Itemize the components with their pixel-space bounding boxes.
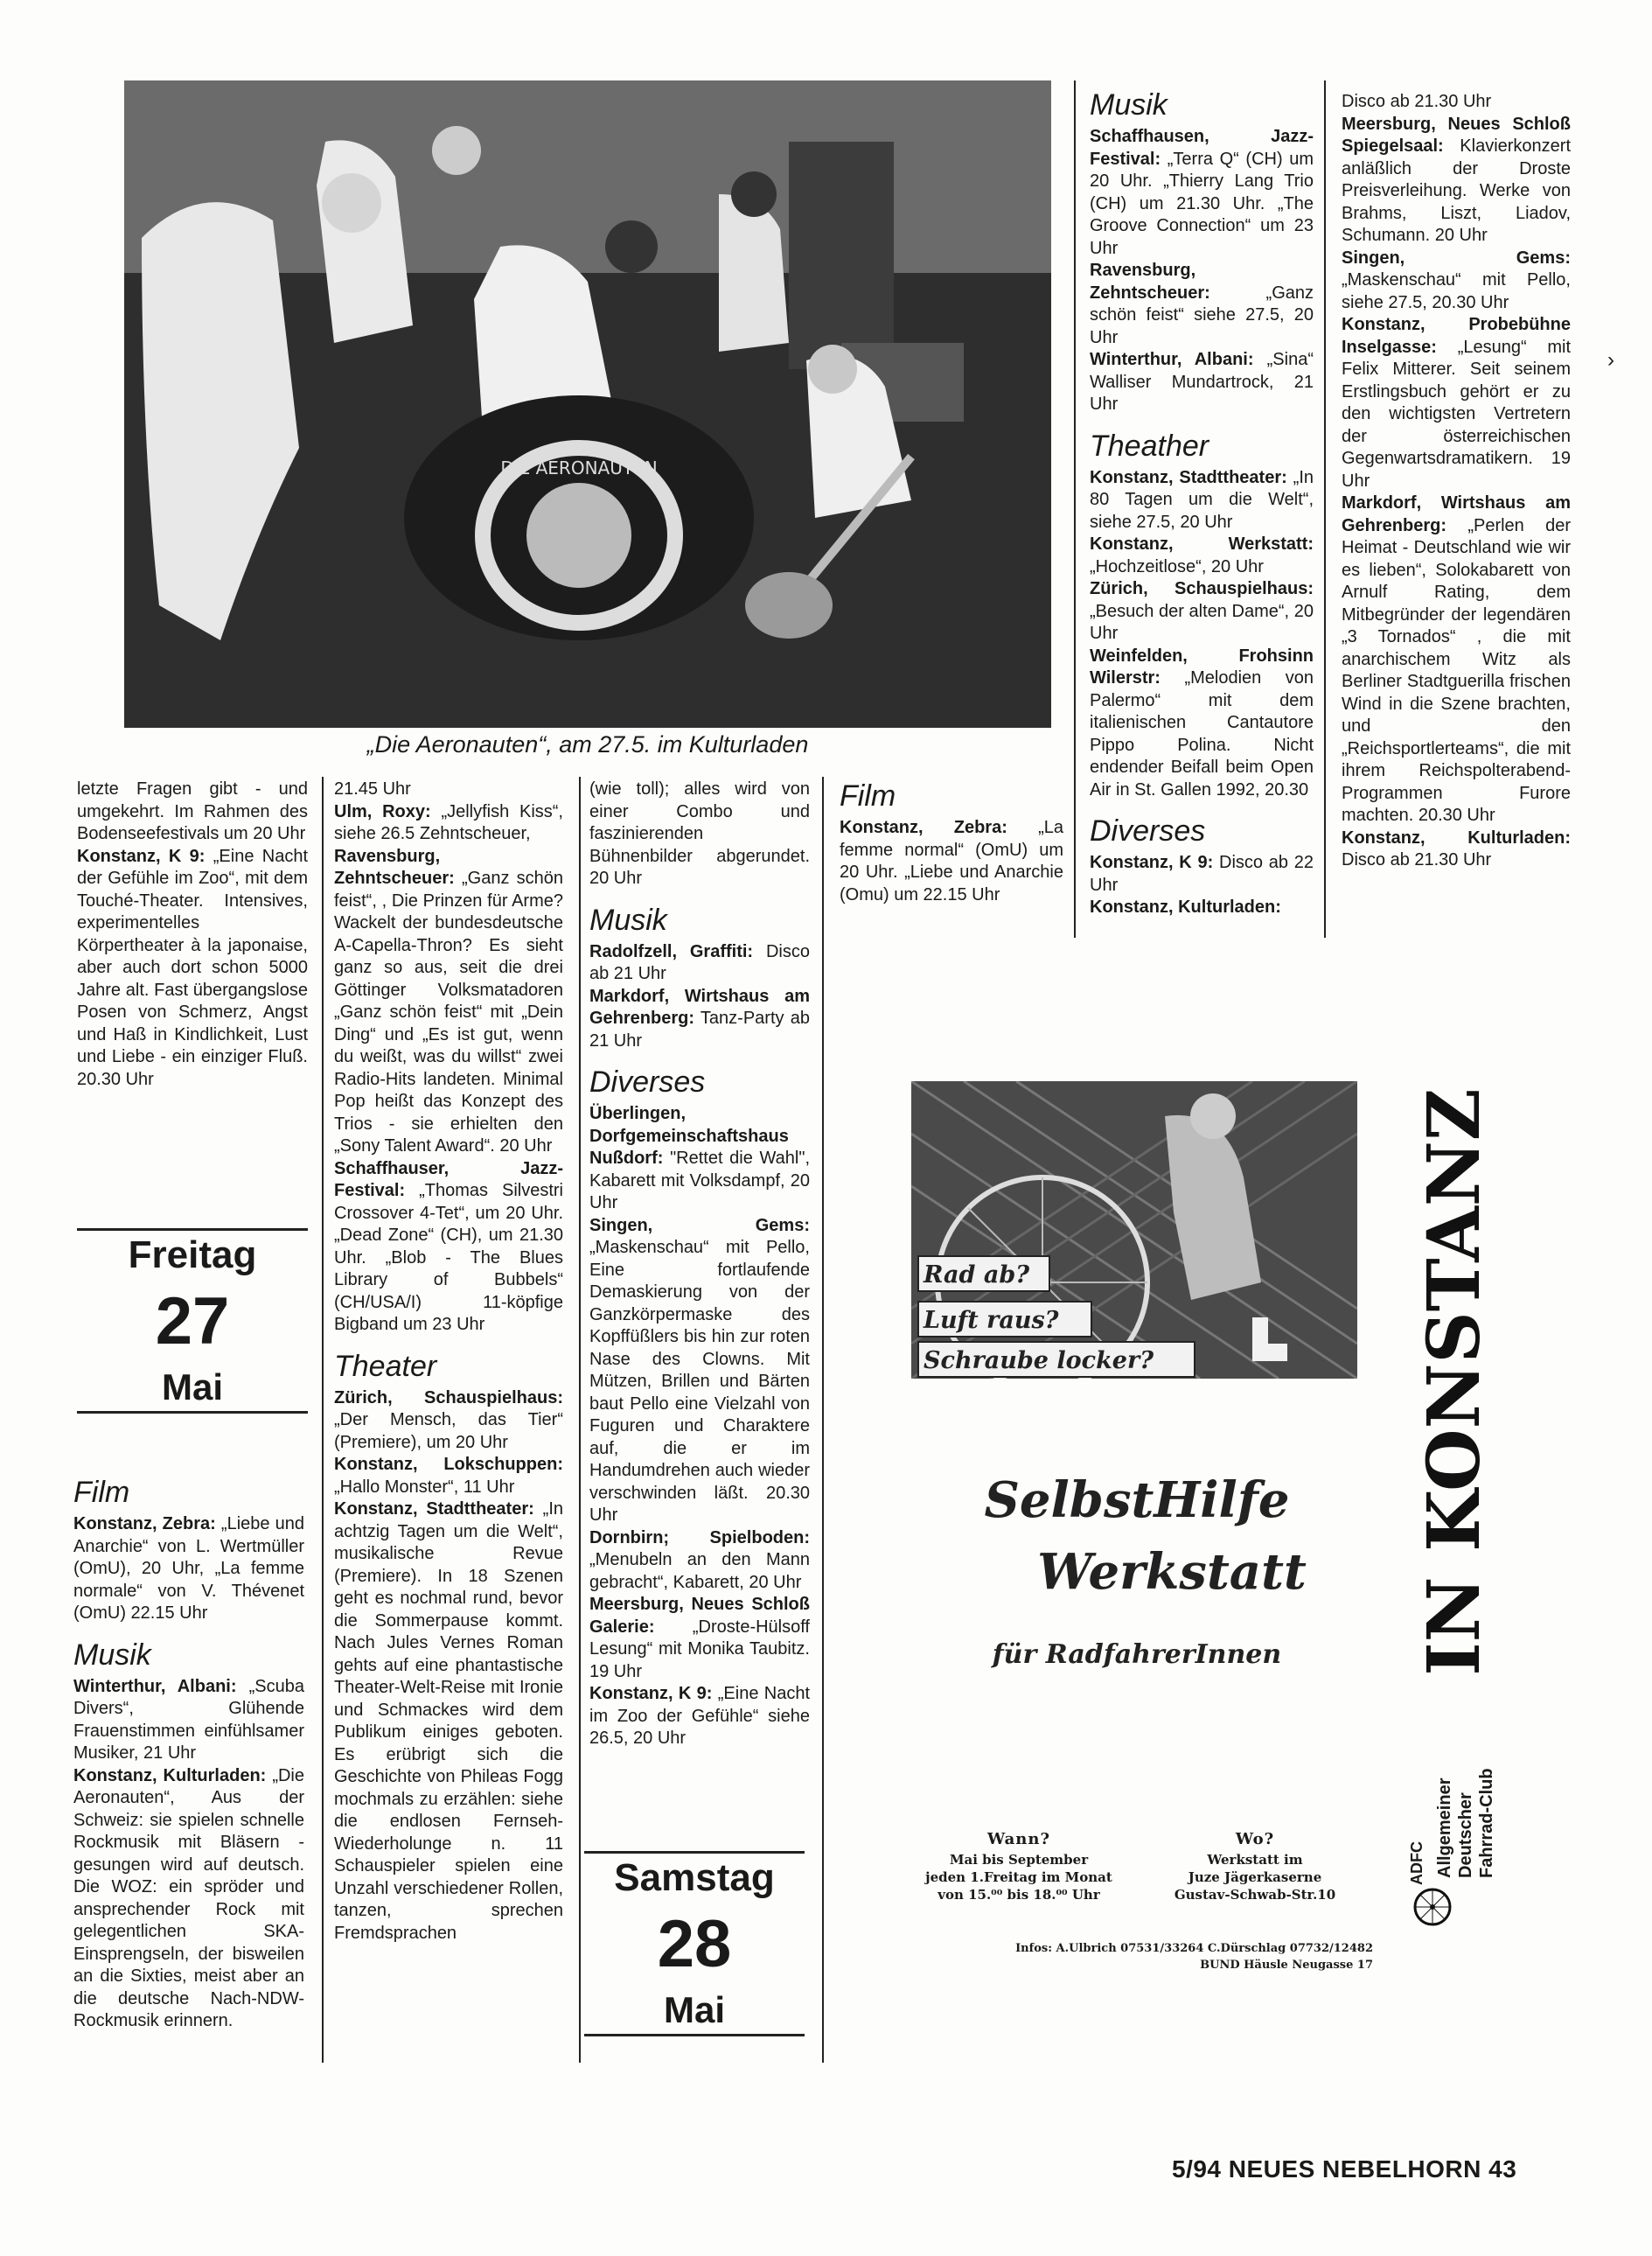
col6-intro: Disco ab 21.30 Uhr (1342, 92, 1492, 111)
venue: Singen, Gems: (589, 1215, 810, 1235)
day-month: Mai (161, 1366, 223, 1407)
bubble-luft-raus: Luft raus? (924, 1307, 1059, 1334)
listing-text: Disco ab 22 Uhr (1090, 853, 1314, 895)
listing-text: „Hochzeitlose“, 20 Uhr (1090, 556, 1264, 576)
listing-text: „Perlen der Heimat - Deutschland wie wir es lieben“, Solokabarett von Arnulf Rating, dem Mitbegründer der legendären „3 Tornados“ , die mit anarchischem Witz als Berliner Stadtguerilla frischen Wind in die Szene brachten, und den „Reichsportlerteams“, die mit ihrem Reichspolterabend-Programmen Furore machten. 20.30 Uhr (1342, 515, 1571, 825)
venue: Konstanz, Zebra: (840, 818, 1007, 837)
column-2 (334, 779, 563, 1945)
listing-text: Tanz-Party ab 21 Uhr (589, 1009, 810, 1051)
column-4 (840, 779, 1063, 906)
cyclist-illustration (911, 1081, 1357, 1379)
listing-text: „Maskenschau“ mit Pello, siehe 27.5, 20.30 Uhr (1342, 270, 1571, 312)
listing-text: „Der Mensch, das Tier“ (Premiere), um 20 Uhr (334, 1410, 563, 1452)
col3-intro: (wie toll); alles wird von einer Combo und faszinierenden Bühnenbilder abgerundet. 20 Uhr (589, 779, 810, 888)
section-title-theater: Theater (334, 1349, 437, 1383)
venue: Ravensburg, Zehntscheuer: (334, 846, 455, 888)
listing-text: „In 80 Tagen um die Welt“, siehe 27.5, 20 Uhr (1090, 467, 1314, 532)
venue: Konstanz, Kulturladen: (1090, 898, 1281, 917)
listing (334, 801, 563, 846)
listing-text: „Liebe und Anarchie“ von L. Wertmüller (OmU), 20 Uhr, „La femme normale“ von V. Thévenet (OmU) 22.15 Uhr (73, 1514, 304, 1623)
venue: Konstanz, Kulturladen: (73, 1765, 267, 1785)
venue: Konstanz, K 9: (77, 846, 206, 866)
adfc-acronym: ADFC (1408, 1841, 1425, 1885)
bubble-schraube-locker: Schraube locker? (924, 1347, 1154, 1374)
listing (1090, 646, 1314, 802)
venue: Konstanz, K 9: (1090, 853, 1214, 872)
listing (334, 1498, 563, 1945)
side-title-text: IN KONSTANZ (1412, 1088, 1496, 1676)
where-line: Gustav-Schwab-Str.10 (1174, 1887, 1336, 1903)
listing (73, 1513, 304, 1625)
venue: Ravensburg, Zehntscheuer: (1090, 261, 1210, 303)
photo-caption: „Die Aeronauten“, am 27.5. im Kulturladen (366, 731, 809, 758)
listing (1342, 114, 1571, 248)
listing-text: „La femme normal“ (OmU) um 20 Uhr. „Liebe und Anarchie (Omu) um 22.15 Uhr (840, 818, 1063, 904)
venue: Schaffhausen, Jazz-Festival: (1090, 127, 1314, 169)
listing (73, 1765, 304, 2033)
when-line: Mai bis September (949, 1852, 1089, 1868)
listing-text: „In achtzig Tagen um die Welt“, musikalische Revue (Premiere). In 18 Szenen geht es nochmal rund, bevor die Sommerpause kommt. Nach Jules Vernes Roman gehts auf eine phantastische Theater-Welt-Reise mit Ironie und Schmackes wird dem Publikum einiges geboten. Es erübrigt sich die Geschichte von Phileas Fogg mochmals zu erzählen: siehe die endlosen Fernseh-Wiederholunge n. 11 Schauspieler spielen eine Unzahl verschiedener Rollen, tanzen, sprechen Fremdsprachen (334, 1499, 563, 1943)
venue: Konstanz, Probebühne Inselgasse: (1342, 315, 1571, 357)
ad-illustration (911, 1081, 1357, 1379)
listing (1090, 349, 1314, 416)
venue: Markdorf, Wirtshaus am Gehrenberg: (1342, 493, 1571, 535)
listing (1090, 260, 1314, 349)
day-box-friday (77, 1228, 308, 1414)
column-rule-4 (1074, 80, 1076, 938)
listing (1342, 492, 1571, 828)
column-3 (589, 779, 810, 1750)
where-label: Wo? (1235, 1830, 1275, 1848)
column-1 (77, 779, 308, 1091)
section-title-musik: Musik (73, 1638, 151, 1672)
section-title-diverses: Diverses (589, 1065, 706, 1099)
col2-intro: 21.45 Uhr (334, 779, 411, 799)
listing-text: „Jellyfish Kiss“, siehe 26.5 Zehntscheuer, (334, 801, 563, 843)
venue: Meersburg, Neues Schloß Spiegelsaal: (1342, 114, 1571, 156)
venue: Singen, Gems: (1342, 248, 1571, 268)
column-rule-3 (822, 777, 824, 2063)
listing (334, 846, 563, 1158)
venue: Konstanz, Kulturladen: (1342, 828, 1571, 848)
listing-text: "Rettet die Wahl", Kabarett mit Volksdampf, 20 Uhr (589, 1149, 810, 1212)
venue: Winterthur, Albani: (1090, 350, 1254, 369)
listing (334, 1158, 563, 1337)
listing-text: „Eine Nacht im Zoo der Gefühle“ siehe 26.5, 20 Uhr (589, 1684, 810, 1748)
ad-when (901, 1828, 1137, 1903)
adfc-line: Fahrrad-Club (1477, 1768, 1496, 1878)
listing (589, 1527, 810, 1595)
column-6 (1342, 91, 1571, 872)
day-number: 27 (155, 1284, 230, 1358)
venue: Schaffhauser, Jazz-Festival: (334, 1158, 563, 1200)
listing (589, 941, 810, 986)
ad-title-selbsthilfe: SelbstHilfe (984, 1471, 1290, 1529)
column-rule-5 (1324, 80, 1326, 938)
bubble-rad-ab: Rad ab? (924, 1261, 1030, 1289)
day-number: 28 (657, 1907, 732, 1981)
venue: Konstanz, Werkstatt: (1090, 534, 1314, 554)
listing (840, 817, 1063, 906)
workshop-advertisement (901, 1067, 1373, 2003)
band-photo (124, 80, 1051, 728)
listing (1342, 314, 1571, 492)
listing (77, 846, 308, 1092)
venue: Ulm, Roxy: (334, 801, 431, 821)
listing (1090, 897, 1314, 919)
margin-mark: › (1607, 348, 1614, 372)
listing (1090, 534, 1314, 578)
listing (589, 1594, 810, 1683)
column-1-lower (73, 1475, 304, 2033)
section-title-musik: Musik (589, 903, 667, 937)
section-title-theather: Theather (1090, 429, 1209, 463)
listing-text: „Lesung“ mit Felix Mitterer. Seit seinem Erstlingsbuch gehört er zu den wichtigsten Vertretern der österreichischen Gegenwartsdramatikern. 19 Uhr (1342, 337, 1572, 491)
venue: Dornbirn; Spielboden: (589, 1527, 810, 1547)
venue: Zürich, Schauspielhaus: (1090, 579, 1314, 598)
day-name: Samstag (614, 1856, 775, 1899)
venue: Meersburg, Neues Schloß Galerie: (589, 1595, 810, 1637)
when-label: Wann? (986, 1830, 1051, 1848)
venue: Konstanz, Zebra: (73, 1514, 216, 1533)
listing-text: „Ganz schön feist“ siehe 27.5, 20 Uhr (1090, 283, 1314, 347)
listing-text: Disco ab 21.30 Uhr (1342, 850, 1492, 870)
listing (1342, 248, 1571, 315)
venue: Weinfelden, Frohsinn Wilerstr: (1090, 646, 1314, 688)
day-month: Mai (663, 1989, 725, 2030)
venue: Radolfzell, Graffiti: (589, 941, 754, 961)
listing (1342, 828, 1571, 872)
section-title-diverses: Diverses (1090, 814, 1206, 848)
day-name: Freitag (128, 1233, 257, 1276)
listing-text: Klavierkonzert anläßlich der Droste Preisverleihung. Werke von Brahms, Liszt, Liadov, Schumann. 20 Uhr (1342, 136, 1571, 245)
listing (1090, 852, 1314, 897)
venue: Konstanz, Lokschuppen: (334, 1455, 563, 1474)
column-5 (1090, 87, 1314, 919)
listing (334, 1387, 563, 1455)
listing-text: „Menubeln an den Mann gebracht“, Kabarett, 20 Uhr (589, 1550, 810, 1592)
ad-where (1137, 1828, 1373, 1903)
listing-text: „Besuch der alten Dame“, 20 Uhr (1090, 601, 1314, 643)
venue: Winterthur, Albani: (73, 1676, 237, 1696)
when-line: von 15.⁰⁰ bis 18.⁰⁰ Uhr (938, 1887, 1100, 1903)
ad-infos (901, 1940, 1373, 1973)
section-title-film: Film (73, 1476, 130, 1509)
listing-text: Disco ab 21 Uhr (589, 941, 810, 983)
listing-text: „Eine Nacht der Gefühle im Zoo“, mit dem Touché-Theater. Intensives, experimentelles Körpertheater à la japonaise, aber auch dort schon 5000 Jahre alt. Fast übergangslose Posen von Schmerz, Angst und Haß in Kindlichkeit, Lust und Liebe - ein einziger Fluß. 20.30 Uhr (77, 846, 308, 1089)
adfc-line: Allgemeiner (1435, 1778, 1454, 1878)
listing-text: „Sina“ Walliser Mundartrock, 21 Uhr (1090, 350, 1314, 414)
listing (589, 1215, 810, 1527)
listing (1090, 467, 1314, 534)
ad-title-werkstatt: Werkstatt (1037, 1543, 1307, 1601)
infos-line: Infos: A.Ulbrich 07531/33264 C.Dürschlag 07732/12482 (1015, 1942, 1373, 1955)
drum-text: DIE AERONAUTEN (500, 457, 658, 478)
column-rule-2 (579, 777, 581, 2063)
listing-text: „Thomas Silvestri Crossover 4-Tet“, um 20 Uhr. „Dead Zone“ (CH), um 21.30 Uhr. „Blob - The Blues Library of Bubbels“ (CH/USA/I) 11-köpfige Bigband um 23 Uhr (334, 1181, 563, 1334)
listing (1090, 578, 1314, 646)
listing (1090, 126, 1314, 260)
section-title-musik: Musik (1090, 88, 1168, 122)
venue: Konstanz, Stadttheater: (334, 1499, 534, 1519)
listing-text: „Hallo Monster“, 11 Uhr (334, 1477, 515, 1497)
adfc-line: Deutscher (1456, 1792, 1475, 1878)
adfc-logo (1410, 1723, 1506, 1933)
where-line: Juze Jägerkaserne (1188, 1869, 1322, 1885)
infos-line: BUND Häusle Neugasse 17 (1200, 1959, 1373, 1972)
venue: Konstanz, K 9: (589, 1684, 713, 1703)
listing-text: „Droste-Hülsoff Lesung“ mit Monika Taubitz. 19 Uhr (589, 1617, 810, 1681)
section-title-film: Film (840, 779, 896, 813)
listing-text: „Maskenschau“ mit Pello, Eine fortlaufende Demaskierung von der Ganzkörpermaske des Kopffüßlers bis hin zur roten Nase des Clowns. Mit Mützen, Brillen und Bärten baut Pello eine Vielzahl von Fuguren und Charaktere auf, die er im Handumdrehen auch wieder verschwinden läßt. 20.30 Uhr (589, 1238, 810, 1525)
listing (589, 1683, 810, 1750)
col1-intro: letzte Fragen gibt - und umgekehrt. Im Rahmen des Bodenseefestivals um 20 Uhr (77, 779, 308, 843)
side-title (1412, 1076, 1496, 1688)
ad-subtitle: für RadfahrerInnen (992, 1639, 1282, 1670)
page-footer: 5/94 NEUES NEBELHORN 43 (1172, 2155, 1517, 2183)
venue: Konstanz, Stadttheater: (1090, 467, 1287, 487)
when-line: jeden 1.Freitag im Monat (925, 1869, 1112, 1885)
venue: Zürich, Schauspielhaus: (334, 1387, 563, 1407)
venue: Markdorf, Wirtshaus am Gehrenberg: (589, 986, 810, 1028)
listing-text: „Ganz schön feist“, , Die Prinzen für Arme? Wackelt der bundesdeutsche A-Capella-Thron? Es sieht ganz so aus, seit die drei Göttinger Volksmatadoren „Ganz schön feist“ mit „Dein Ding“ und „Es ist gut, wenn du weißt, was du willst“ zwei Radio-Hits landeten. Minimal Pop heißt das Konzept des Trios - sie erhielten den „Sony Talent Award“. 20 Uhr (334, 869, 564, 1156)
listing-text: „Scuba Divers“, Glühende Frauenstimmen einfühlsamer Musiker, 21 Uhr (73, 1676, 304, 1763)
column-rule-1 (322, 777, 324, 2063)
listing-text: „Die Aeronauten“, Aus der Schweiz: sie spielen schnelle Rockmusik mit Bläsern - gesungen wird auf deutsch. Die WOZ: ein spröder und ansprechender Rock mit gelegentlichen SKA-Einsprengseln, der bisweilen an die Sixties, meist aber an die deutsche Nach-NDW-Rockmusik erinnern. (73, 1765, 304, 2030)
listing (73, 1676, 304, 1765)
band-photo-image (124, 80, 1051, 728)
day-box-saturday (584, 1851, 805, 2036)
where-line: Werkstatt im (1207, 1852, 1303, 1868)
listing (334, 1454, 563, 1498)
listing (589, 1103, 810, 1215)
listing (589, 986, 810, 1053)
venue: Überlingen, Dorfgemeinschaftshaus Nußdorf: (589, 1104, 789, 1168)
listing-text: „Terra Q“ (CH) um 20 Uhr. „Thierry Lang Trio (CH) um 21.30 Uhr. „The Groove Connection“ um 23 Uhr (1090, 149, 1314, 258)
listing-text: „Melodien von Palermo“ mit dem italienischen Cantautore Pippo Polina. Nicht endender Beifall beim Open Air in St. Gallen 1992, 20.30 (1090, 668, 1314, 800)
